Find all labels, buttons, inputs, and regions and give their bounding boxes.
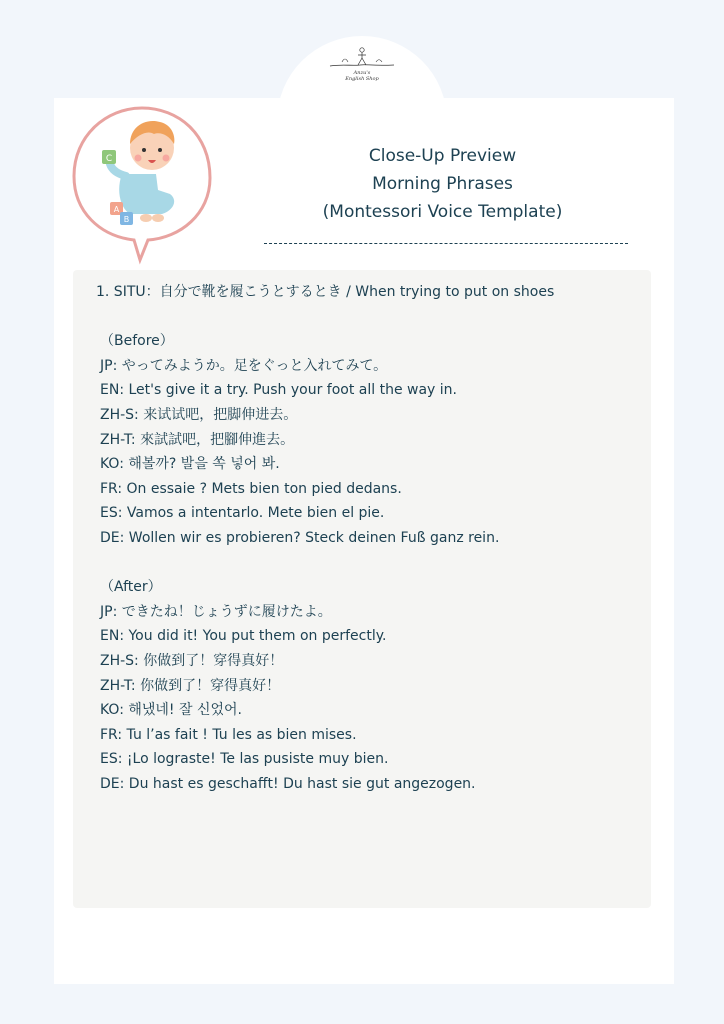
after-phrase-de: DE: Du hast es geschafft! Du hast sie gut angezogen. <box>100 775 476 792</box>
before-phrase-de: DE: Wollen wir es probieren? Steck deinen Fuß ganz rein. <box>100 529 500 546</box>
svg-text:B: B <box>123 215 130 224</box>
before-phrase-ko: KO: 해볼까? 발을 쏙 넣어 봐. <box>100 456 280 473</box>
after-phrase-es: ES: ¡Lo lograste! Te las pusiste muy bien. <box>100 751 389 768</box>
after-label: （After） <box>100 579 162 596</box>
block-c-icon <box>102 150 116 164</box>
spacer <box>96 305 646 330</box>
after-phrase-jp: JP: できたね！じょうずに履けたよ。 <box>100 603 332 620</box>
svg-text:A: A <box>113 205 120 214</box>
spacer <box>96 551 646 576</box>
situation-heading: 1. SITU：自分で靴を履こうとするとき / When trying to put on shoes <box>96 284 555 300</box>
after-phrase-fr: FR: Tu l’as fait ! Tu les as bien mises. <box>100 726 357 743</box>
logo-text-line2: English Shop <box>345 76 379 82</box>
title-line-2: Morning Phrases <box>372 174 513 194</box>
before-label: （Before） <box>100 333 174 350</box>
before-phrase-zh-s: ZH-S: 来试试吧，把脚伸进去。 <box>100 406 298 423</box>
block-b-icon <box>120 212 133 225</box>
before-phrase-fr: FR: On essaie ? Mets bien ton pied dedans. <box>100 480 402 497</box>
shop-logo <box>322 44 402 86</box>
title-line-3: (Montessori Voice Template) <box>322 202 563 222</box>
page-title <box>270 142 615 226</box>
before-phrase-zh-t: ZH-T: 來試試吧，把腳伸進去。 <box>100 431 295 448</box>
after-phrase-zh-t: ZH-T: 你做到了！穿得真好！ <box>100 677 281 694</box>
before-phrase-es: ES: Vamos a intentarlo. Mete bien el pie. <box>100 505 385 522</box>
logo-figure-icon <box>322 44 402 70</box>
after-phrase-en: EN: You did it! You put them on perfectly. <box>100 628 387 645</box>
title-divider <box>264 243 628 244</box>
title-line-1: Close-Up Preview <box>368 146 517 166</box>
phrase-text <box>96 280 646 796</box>
before-phrase-en: EN: Let's give it a try. Push your foot all the way in. <box>100 382 457 399</box>
after-phrase-ko: KO: 해냈네! 잘 신었어. <box>100 702 242 719</box>
baby-speech-bubble <box>70 104 214 266</box>
svg-text:C: C <box>105 154 113 164</box>
after-phrase-zh-s: ZH-S: 你做到了！穿得真好！ <box>100 652 284 669</box>
before-phrase-jp: JP: やってみようか。足をぐっと入れてみて。 <box>100 357 388 374</box>
logo-text-line1: Anzu's <box>353 70 371 76</box>
